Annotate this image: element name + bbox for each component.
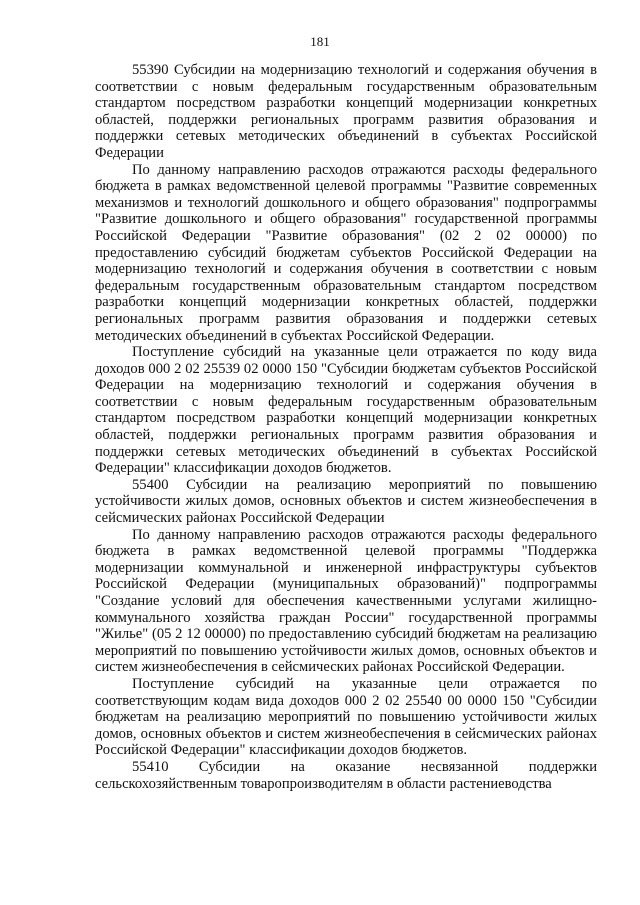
paragraph-55390-heading: 55390 Субсидии на модернизацию технологий и содержания обучения в соответствии с новым федеральным государственным образовательным стандартом посредством разработки концепций модернизации конкретных областей, поддержки региональных программ развития образования и поддержки сетевых методических объединений в субъектах Российской Федерации bbox=[95, 62, 597, 161]
paragraph-55410-heading: 55410 Субсидии на оказание несвязанной поддержки сельскохозяйственным товаропроизводителям в области растениеводства bbox=[95, 758, 597, 792]
document-body bbox=[95, 62, 597, 792]
page-number: 181 bbox=[310, 34, 330, 49]
paragraph-55400-revenue: Поступление субсидий на указанные цели отражается по соответствующим кодам вида доходов 000 2 02 25540 00 0000 150 "Субсидии бюджетам на реализацию мероприятий по повышению устойчивости жилых домов, основных объектов и систем жизнеобеспечения в сейсмических районах Российской Федерации" классификации доходов бюджетов. bbox=[95, 675, 597, 759]
paragraph-55390-description: По данному направлению расходов отражаются расходы федерального бюджета в рамках ведомственной целевой программы "Развитие современных механизмов и технологий дошкольного и общего образования" подпрограммы "Развитие дошкольного и общего образования" государственной программы Российской Федерации "Развитие образования" (02 2 02 00000) по предоставлению субсидий бюджетам субъектов Российской Федерации на модернизацию технологий и содержания обучения в соответствии с новым федеральным государственным образовательным стандартом посредством разработки концепций модернизации конкретных областей, поддержки региональных программ развития образования и поддержки сетевых методических объединений в субъектах Российской Федерации. bbox=[95, 161, 597, 344]
paragraph-55390-revenue: Поступление субсидий на указанные цели отражается по коду вида доходов 000 2 02 25539 02 0000 150 "Субсидии бюджетам субъектов Российской Федерации на модернизацию технологий и содержания обучения в соответствии с новым федеральным государственным образовательным стандартом посредством разработки концепций модернизации конкретных областей, поддержки региональных программ развития образования и поддержки сетевых методических объединений в субъектах Российской Федерации" классификации доходов бюджетов. bbox=[95, 344, 597, 477]
paragraph-55400-description: По данному направлению расходов отражаются расходы федерального бюджета в рамках ведомственной целевой программы "Поддержка модернизации коммунальной и инженерной инфраструктуры субъектов Российской Федерации (муниципальных образований)" подпрограммы "Создание условий для обеспечения качественными услугами жилищно-коммунального хозяйства граждан России" государственной программы "Жилье" (05 2 12 00000) по предоставлению субсидий бюджетам на реализацию мероприятий по повышению устойчивости жилых домов, основных объектов и систем жизнеобеспечения в сейсмических районах Российской Федерации. bbox=[95, 526, 597, 676]
paragraph-55400-heading: 55400 Субсидии на реализацию мероприятий по повышению устойчивости жилых домов, основных объектов и систем жизнеобеспечения в сейсмических районах Российской Федерации bbox=[95, 476, 597, 527]
